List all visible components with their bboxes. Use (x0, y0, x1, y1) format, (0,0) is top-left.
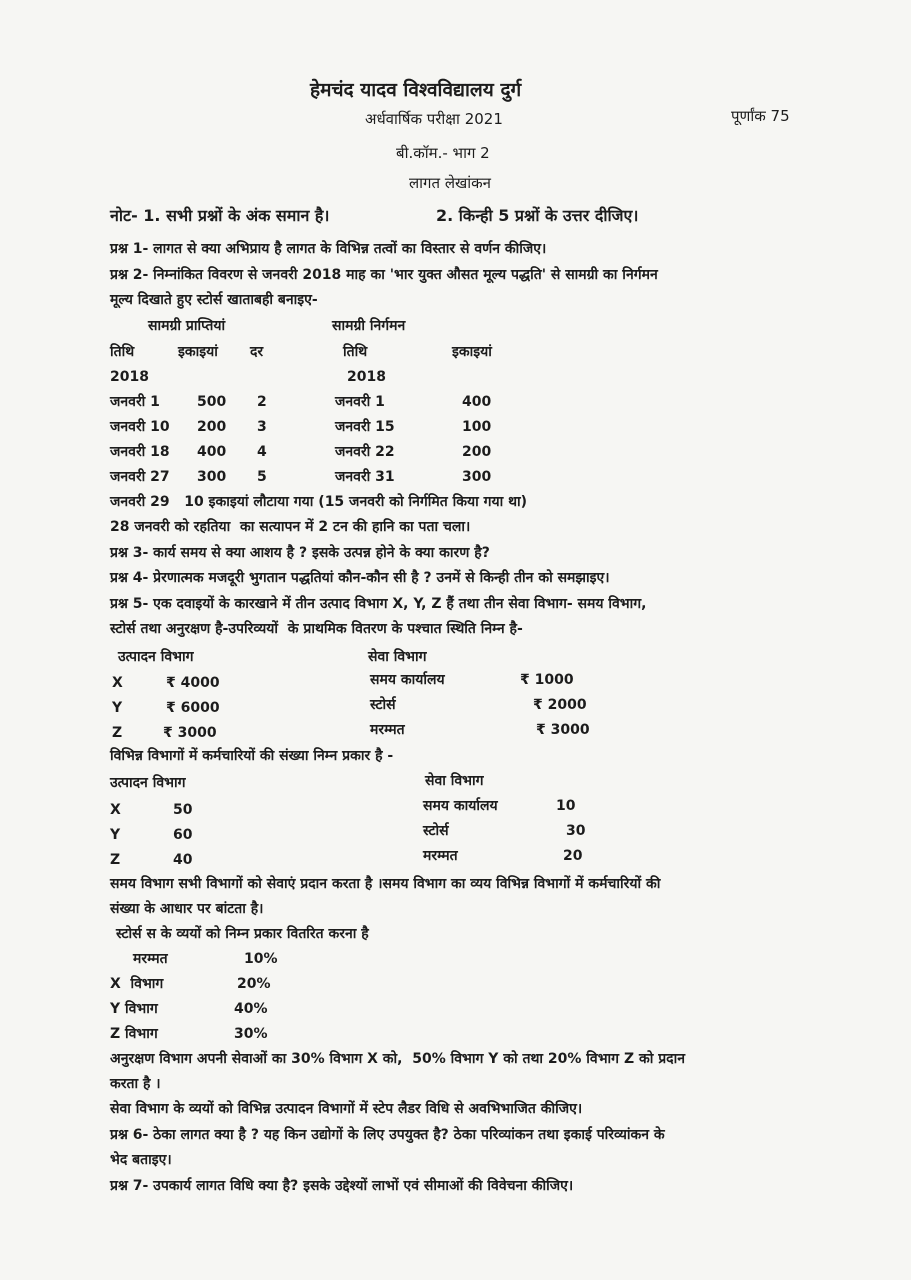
table-row-issue-units: 200 (462, 444, 492, 460)
question-6-line-1: प्रश्न 6- ठेका लागत क्या है ? यह किन उद्योगों के लिए उपयुक्त है? ठेका परिव्यांकन तथा इकाई परिव्यांकन के (110, 1127, 665, 1143)
table-row-units: 500 (197, 394, 227, 410)
table-row-dept: Y (110, 827, 121, 843)
question-2-note-1: जनवरी 29 10 इकाइयां लौटाया गया (15 जनवरी को निर्गमित किया गया था) (110, 494, 528, 510)
list-item-label: Y विभाग (110, 1001, 158, 1017)
col-date: तिथि (110, 344, 135, 360)
list-item-label: X विभाग (110, 976, 164, 992)
table-row-date: जनवरी 18 (110, 444, 170, 460)
question-7: प्रश्न 7- उपकार्य लागत विधि क्या है? इसके उद्देश्यों लाभों एवं सीमाओं की विवेचना कीजिए। (110, 1178, 574, 1194)
university-name: हेमचंद यादव विश्वविद्यालय दुर्ग (310, 79, 522, 101)
table-row-rate: 2 (257, 394, 267, 410)
table-row-service-count: 10 (556, 798, 576, 814)
table-row-service-count: 20 (563, 848, 583, 864)
question-5-line-1: प्रश्न 5- एक दवाइयों के कारखाने में तीन उत्पाद विभाग X, Y, Z हैं तथा तीन सेवा विभाग- समय विभाग, (110, 596, 647, 612)
table-row-issue-date: जनवरी 22 (335, 444, 395, 460)
question-2-note-2: 28 जनवरी को रहतिया का सत्यापन में 2 टन की हानि का पता चला। (110, 519, 471, 535)
table-row-count: 40 (173, 852, 193, 868)
table-row-units: 300 (197, 469, 227, 485)
table-row-amount: ₹ 6000 (166, 700, 220, 716)
receipts-heading: सामग्री प्राप्तियां (148, 318, 226, 334)
max-marks: पूर्णांक 75 (731, 107, 790, 125)
service-dept-heading: सेवा विभाग (368, 649, 427, 665)
table-row-amount: ₹ 3000 (163, 725, 217, 741)
subject-name: लागत लेखांकन (409, 174, 491, 192)
question-5-final: सेवा विभाग के व्ययों को विभिन्न उत्पादन विभागों में स्टेप लैडर विधि से अवभिभाजित कीजिए। (110, 1101, 583, 1117)
table-row-service-amount: ₹ 1000 (520, 672, 574, 688)
list-item-pct: 10% (244, 951, 278, 967)
table-row-service-amount: ₹ 2000 (533, 697, 587, 713)
table-row-date: जनवरी 10 (110, 419, 170, 435)
question-1: प्रश्न 1- लागत से क्या अभिप्राय है लागत के विभिन्न तत्वों का विस्तार से वर्णन कीजिए। (110, 241, 547, 257)
table-row-dept: X (110, 802, 121, 818)
table-row-rate: 5 (257, 469, 267, 485)
table-row-issue-units: 400 (462, 394, 492, 410)
table-row-count: 60 (173, 827, 193, 843)
table-row-dept: X (112, 675, 123, 691)
production-dept-heading-2: उत्पादन विभाग (110, 775, 186, 791)
table-row-service: मरम्मत (370, 722, 405, 738)
question-3: प्रश्न 3- कार्य समय से क्या आशय है ? इसके उत्पन्न होने के क्या कारण है? (110, 545, 490, 561)
course-name: बी.कॉम.- भाग 2 (396, 144, 490, 162)
maintenance-line-1: अनुरक्षण विभाग अपनी सेवाओं का 30% विभाग X को, 50% विभाग Y को तथा 20% विभाग Z को प्रदान (110, 1051, 686, 1067)
year-issues: 2018 (347, 369, 386, 385)
service-dept-heading-2: सेवा विभाग (425, 773, 484, 789)
question-2-line-2: मूल्य दिखाते हुए स्टोर्स खाताबही बनाइए- (110, 292, 318, 308)
table-row-service-amount: ₹ 3000 (536, 722, 590, 738)
list-item-label: Z विभाग (110, 1026, 158, 1042)
exam-title: अर्धवार्षिक परीक्षा 2021 (365, 110, 503, 128)
table-row-issue-date: जनवरी 31 (335, 469, 395, 485)
table-row-dept: Z (112, 725, 123, 741)
table-row-service: मरम्मत (423, 848, 458, 864)
table-row-service: समय कार्यालय (423, 798, 498, 814)
table-row-units: 400 (197, 444, 227, 460)
table-row-amount: ₹ 4000 (166, 675, 220, 691)
stores-intro: स्टोर्स स के व्ययों को निम्न प्रकार वितरित करना है (116, 926, 369, 942)
production-dept-heading: उत्पादन विभाग (118, 649, 194, 665)
question-6-line-2: भेद बताइए। (110, 1152, 172, 1168)
col-rate: दर (250, 344, 264, 360)
note-label: नोट- 1. सभी प्रश्नों के अंक समान है। (110, 206, 330, 225)
table-row-issue-date: जनवरी 15 (335, 419, 395, 435)
time-dept-line-2: संख्या के आधार पर बांटता है। (110, 901, 264, 917)
table-row-rate: 4 (257, 444, 267, 460)
employees-intro: विभिन्न विभागों में कर्मचारियों की संख्या निम्न प्रकार है - (110, 748, 394, 764)
list-item-label: मरम्मत (133, 951, 168, 967)
year-receipts: 2018 (110, 369, 149, 385)
table-row-issue-date: जनवरी 1 (335, 394, 385, 410)
list-item-pct: 20% (237, 976, 271, 992)
question-2-line-1: प्रश्न 2- निम्नांकित विवरण से जनवरी 2018 माह का 'भार युक्त औसत मूल्य पद्धति' से सामग्री का निर्गमन (110, 267, 658, 283)
col-units: इकाइयां (178, 344, 218, 360)
time-dept-line-1: समय विभाग सभी विभागों को सेवाएं प्रदान करता है ।समय विभाग का व्यय विभिन्न विभागों में कर्मचारियों की (110, 876, 661, 892)
table-row-count: 50 (173, 802, 193, 818)
question-5-line-2: स्टोर्स तथा अनुरक्षण है-उपरिव्ययों के प्राथमिक वितरण के पश्चात स्थिति निम्न है- (110, 621, 523, 637)
issues-heading: सामग्री निर्गमन (332, 318, 406, 334)
table-row-service-count: 30 (566, 823, 586, 839)
question-4: प्रश्न 4- प्रेरणात्मक मजदूरी भुगतान पद्धतियां कौन-कौन सी है ? उनमें से किन्ही तीन को समझाइए। (110, 570, 610, 586)
table-row-date: जनवरी 1 (110, 394, 160, 410)
table-row-dept: Y (112, 700, 123, 716)
table-row-issue-units: 300 (462, 469, 492, 485)
table-row-service: स्टोर्स (370, 697, 396, 713)
table-row-dept: Z (110, 852, 121, 868)
table-row-service: समय कार्यालय (370, 672, 445, 688)
table-row-units: 200 (197, 419, 227, 435)
note-instruction: 2. किन्ही 5 प्रश्नों के उत्तर दीजिए। (436, 206, 639, 225)
maintenance-line-2: करता है । (110, 1076, 161, 1092)
col-date-issues: तिथि (343, 344, 368, 360)
list-item-pct: 40% (234, 1001, 268, 1017)
table-row-issue-units: 100 (462, 419, 492, 435)
table-row-date: जनवरी 27 (110, 469, 170, 485)
col-units-issues: इकाइयां (452, 344, 492, 360)
table-row-rate: 3 (257, 419, 267, 435)
table-row-service: स्टोर्स (423, 823, 449, 839)
list-item-pct: 30% (234, 1026, 268, 1042)
